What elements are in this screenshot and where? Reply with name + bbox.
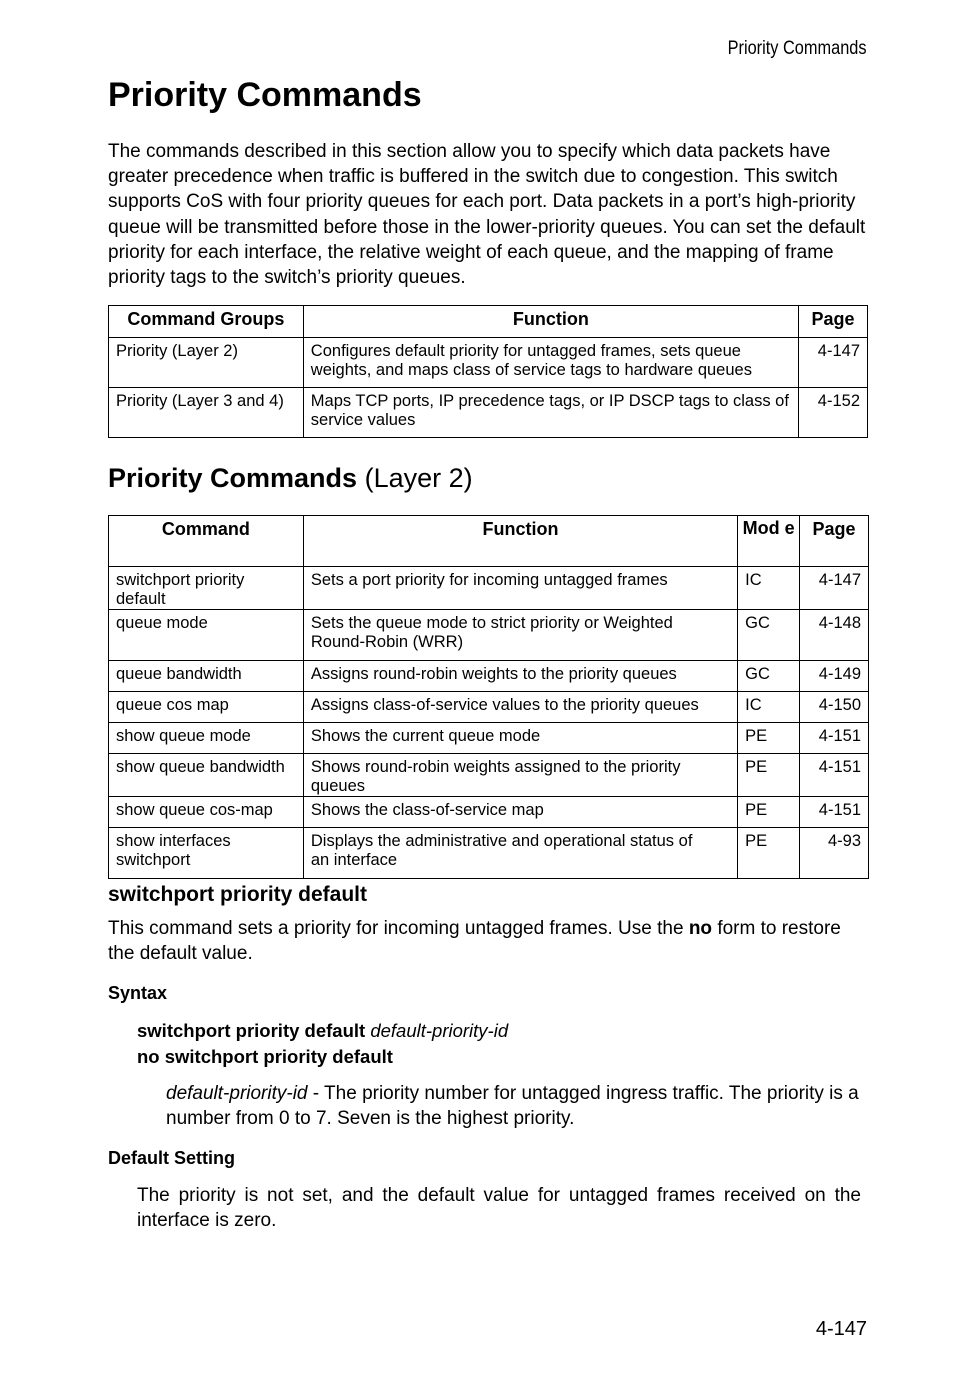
- table-cell: Configures default priority for untagged frames, sets queue weights, and maps class of service tags to hardware queues: [303, 338, 798, 388]
- table-cell: 4-148: [800, 610, 869, 661]
- commands-table: [108, 515, 869, 879]
- table-cell: Priority (Layer 3 and 4): [109, 388, 304, 438]
- table-cell: switchport priority default: [109, 567, 304, 610]
- intro-paragraph: The commands described in this section allow you to specify which data packets have greater precedence when traffic is buffered in the switch due to congestion. This switch supports CoS with four priority queues for each port. Data packets in a port’s high-priority queue will be transmitted before those in the lower-priority queues. You can set the default priority for each interface, the relative weight of each queue, and the mapping of frame priority tags to the switch’s priority queues.: [108, 141, 866, 289]
- table-cell: 4-152: [799, 388, 868, 438]
- table-cell: PE: [738, 723, 800, 754]
- running-header: Priority Commands: [728, 38, 867, 59]
- table-row: [109, 567, 869, 610]
- table-cell: queue mode: [109, 610, 304, 661]
- table-cell: 4-150: [800, 692, 869, 723]
- table-cell: show interfaces switchport: [109, 828, 304, 879]
- default-setting-heading: Default Setting: [108, 1148, 236, 1168]
- table-row: [109, 338, 868, 388]
- table-row: [109, 797, 869, 828]
- table-row: [109, 754, 869, 797]
- table-cell: show queue mode: [109, 723, 304, 754]
- table-cell: Maps TCP ports, IP precedence tags, or IP DSCP tags to class of service values: [303, 388, 798, 438]
- table-cell: show queue cos-map: [109, 797, 304, 828]
- parameter-description: [166, 1081, 866, 1131]
- column-header: Function: [303, 516, 737, 567]
- table-row: [109, 661, 869, 692]
- table-cell: 4-151: [800, 723, 869, 754]
- table-cell: Sets a port priority for incoming untagged frames: [303, 567, 737, 610]
- parameter-name: default-priority-id: [166, 1083, 308, 1104]
- syntax-command: switchport priority default: [137, 1020, 366, 1041]
- syntax-line: [137, 1046, 393, 1068]
- table-row: [109, 610, 869, 661]
- column-header: Page: [799, 306, 868, 338]
- section-title: [108, 463, 473, 494]
- description-text: form to restore the default value.: [108, 918, 841, 965]
- column-header: Page: [800, 516, 869, 567]
- table-cell: 4-147: [799, 338, 868, 388]
- table-cell: queue bandwidth: [109, 661, 304, 692]
- table-cell: IC: [738, 692, 800, 723]
- syntax-line: [137, 1020, 508, 1042]
- syntax-heading: Syntax: [108, 983, 168, 1003]
- table-row: [109, 828, 869, 879]
- table-cell: Assigns round-robin weights to the priority queues: [303, 661, 737, 692]
- table-cell: Sets the queue mode to strict priority or Weighted Round-Robin (WRR): [303, 610, 737, 661]
- description-text: This command sets a priority for incoming untagged frames. Use the: [108, 918, 684, 939]
- table-row: [109, 692, 869, 723]
- section-title-main: Priority Commands: [108, 463, 358, 493]
- table-cell: IC: [738, 567, 800, 610]
- table-cell: 4-147: [800, 567, 869, 610]
- description-keyword: no: [688, 918, 713, 939]
- page-title: Priority Commands: [108, 76, 422, 114]
- command-heading: switchport priority default: [108, 883, 368, 906]
- table-cell: 4-93: [800, 828, 869, 879]
- table-cell: Priority (Layer 2): [109, 338, 304, 388]
- column-header: Function: [303, 306, 798, 338]
- parameter-text: - The priority number for untagged ingress traffic. The priority is a number from 0 to 7. Seven is the highest priority.: [166, 1083, 859, 1130]
- table-cell: PE: [738, 754, 800, 797]
- default-setting-text: The priority is not set, and the default value for untagged frames received on the interface is zero.: [137, 1185, 861, 1232]
- table-cell: Shows round-robin weights assigned to the priority queues: [303, 754, 737, 797]
- column-header: Command: [109, 516, 304, 567]
- command-description: [108, 916, 868, 966]
- table-cell: GC: [738, 661, 800, 692]
- syntax-command: no switchport priority default: [137, 1046, 393, 1067]
- table-cell: Shows the current queue mode: [303, 723, 737, 754]
- table-cell: PE: [738, 828, 800, 879]
- column-header: Mod e: [738, 516, 800, 567]
- table-cell: queue cos map: [109, 692, 304, 723]
- table-header-row: [109, 516, 869, 567]
- table-cell: 4-151: [800, 754, 869, 797]
- column-header: Command Groups: [109, 306, 304, 338]
- command-groups-table: [108, 305, 868, 438]
- table-cell: 4-151: [800, 797, 869, 828]
- table-cell: Displays the administrative and operational status of an interface: [303, 828, 737, 879]
- table-cell: PE: [738, 797, 800, 828]
- table-row: [109, 388, 868, 438]
- syntax-parameter: default-priority-id: [370, 1020, 509, 1041]
- table-cell: Shows the class-of-service map: [303, 797, 737, 828]
- table-row: [109, 723, 869, 754]
- table-cell: show queue bandwidth: [109, 754, 304, 797]
- table-cell: 4-149: [800, 661, 869, 692]
- section-title-qualifier: (Layer 2): [364, 463, 473, 493]
- table-cell: GC: [738, 610, 800, 661]
- table-cell: Assigns class-of-service values to the priority queues: [303, 692, 737, 723]
- table-header-row: [109, 306, 868, 338]
- page-number: 4-147: [815, 1318, 867, 1340]
